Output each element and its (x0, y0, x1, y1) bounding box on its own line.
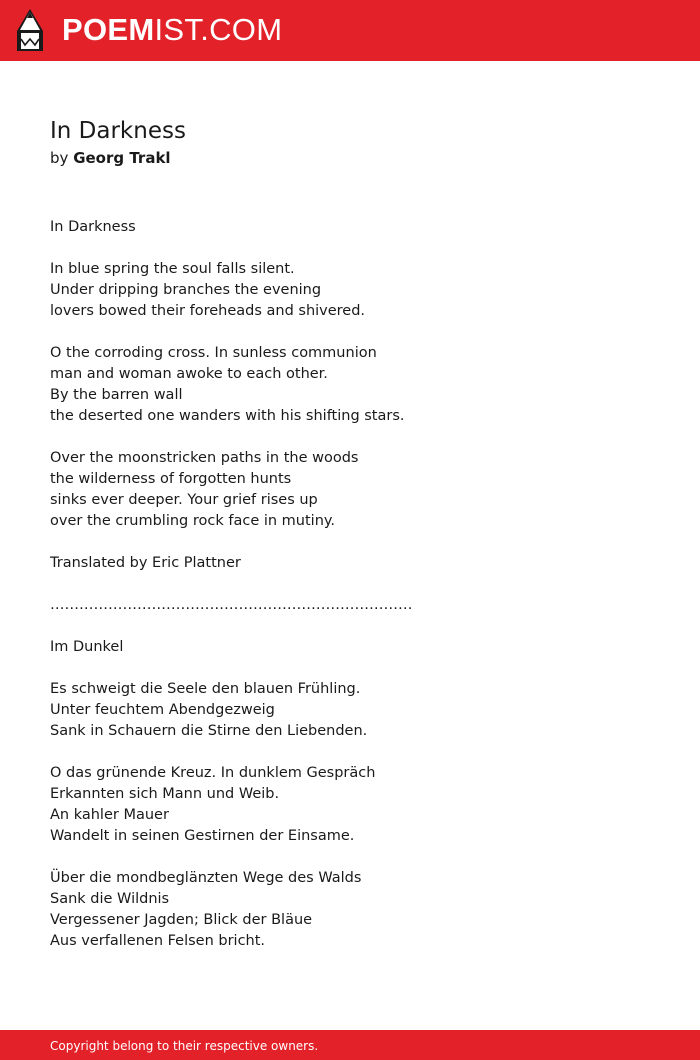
site-header (0, 0, 700, 61)
site-footer (0, 1030, 700, 1060)
logo-bold-text: POEM (62, 12, 155, 47)
poem-byline (50, 146, 650, 170)
poem-text: In Darkness In blue spring the soul falls silent. Under dripping branches the evening lovers bowed their foreheads and shivered. O the corroding cross. In sunless communion man and woman awoke to each other. By the barren wall the deserted one wanders with his shifting stars. Over the moonstricken paths in the woods the wilderness of forgotten hunts sinks ever deeper. Your grief rises up over the crumbling rock face in mutiny. Translated by Eric Plattner ………………………………………………………………… Im Dunkel Es schweigt die Seele den blauen Frühling. Unter feuchtem Abendgezweig Sank in Schauern die Stirne den Liebenden. O das grünende Kreuz. In dunklem Gespräch Erkannten sich Mann und Weib. An kahler Mauer Wandelt in seinen Gestirnen der Einsame. Über die mondbeglänzten Wege des Walds Sank die Wildnis Vergessener Jagden; Blick der Bläue Aus verfallenen Felsen bricht. (50, 219, 413, 949)
pencil-icon (17, 9, 43, 51)
logo-light-text: IST.COM (154, 12, 283, 47)
poem-author: Georg Trakl (73, 149, 171, 167)
poem-title: In Darkness (50, 118, 186, 144)
copyright-text: Copyright belong to their respective owners. (50, 1039, 319, 1053)
byline-prefix: by (50, 149, 69, 167)
poem-content (50, 116, 650, 952)
site-logo[interactable] (62, 13, 282, 47)
